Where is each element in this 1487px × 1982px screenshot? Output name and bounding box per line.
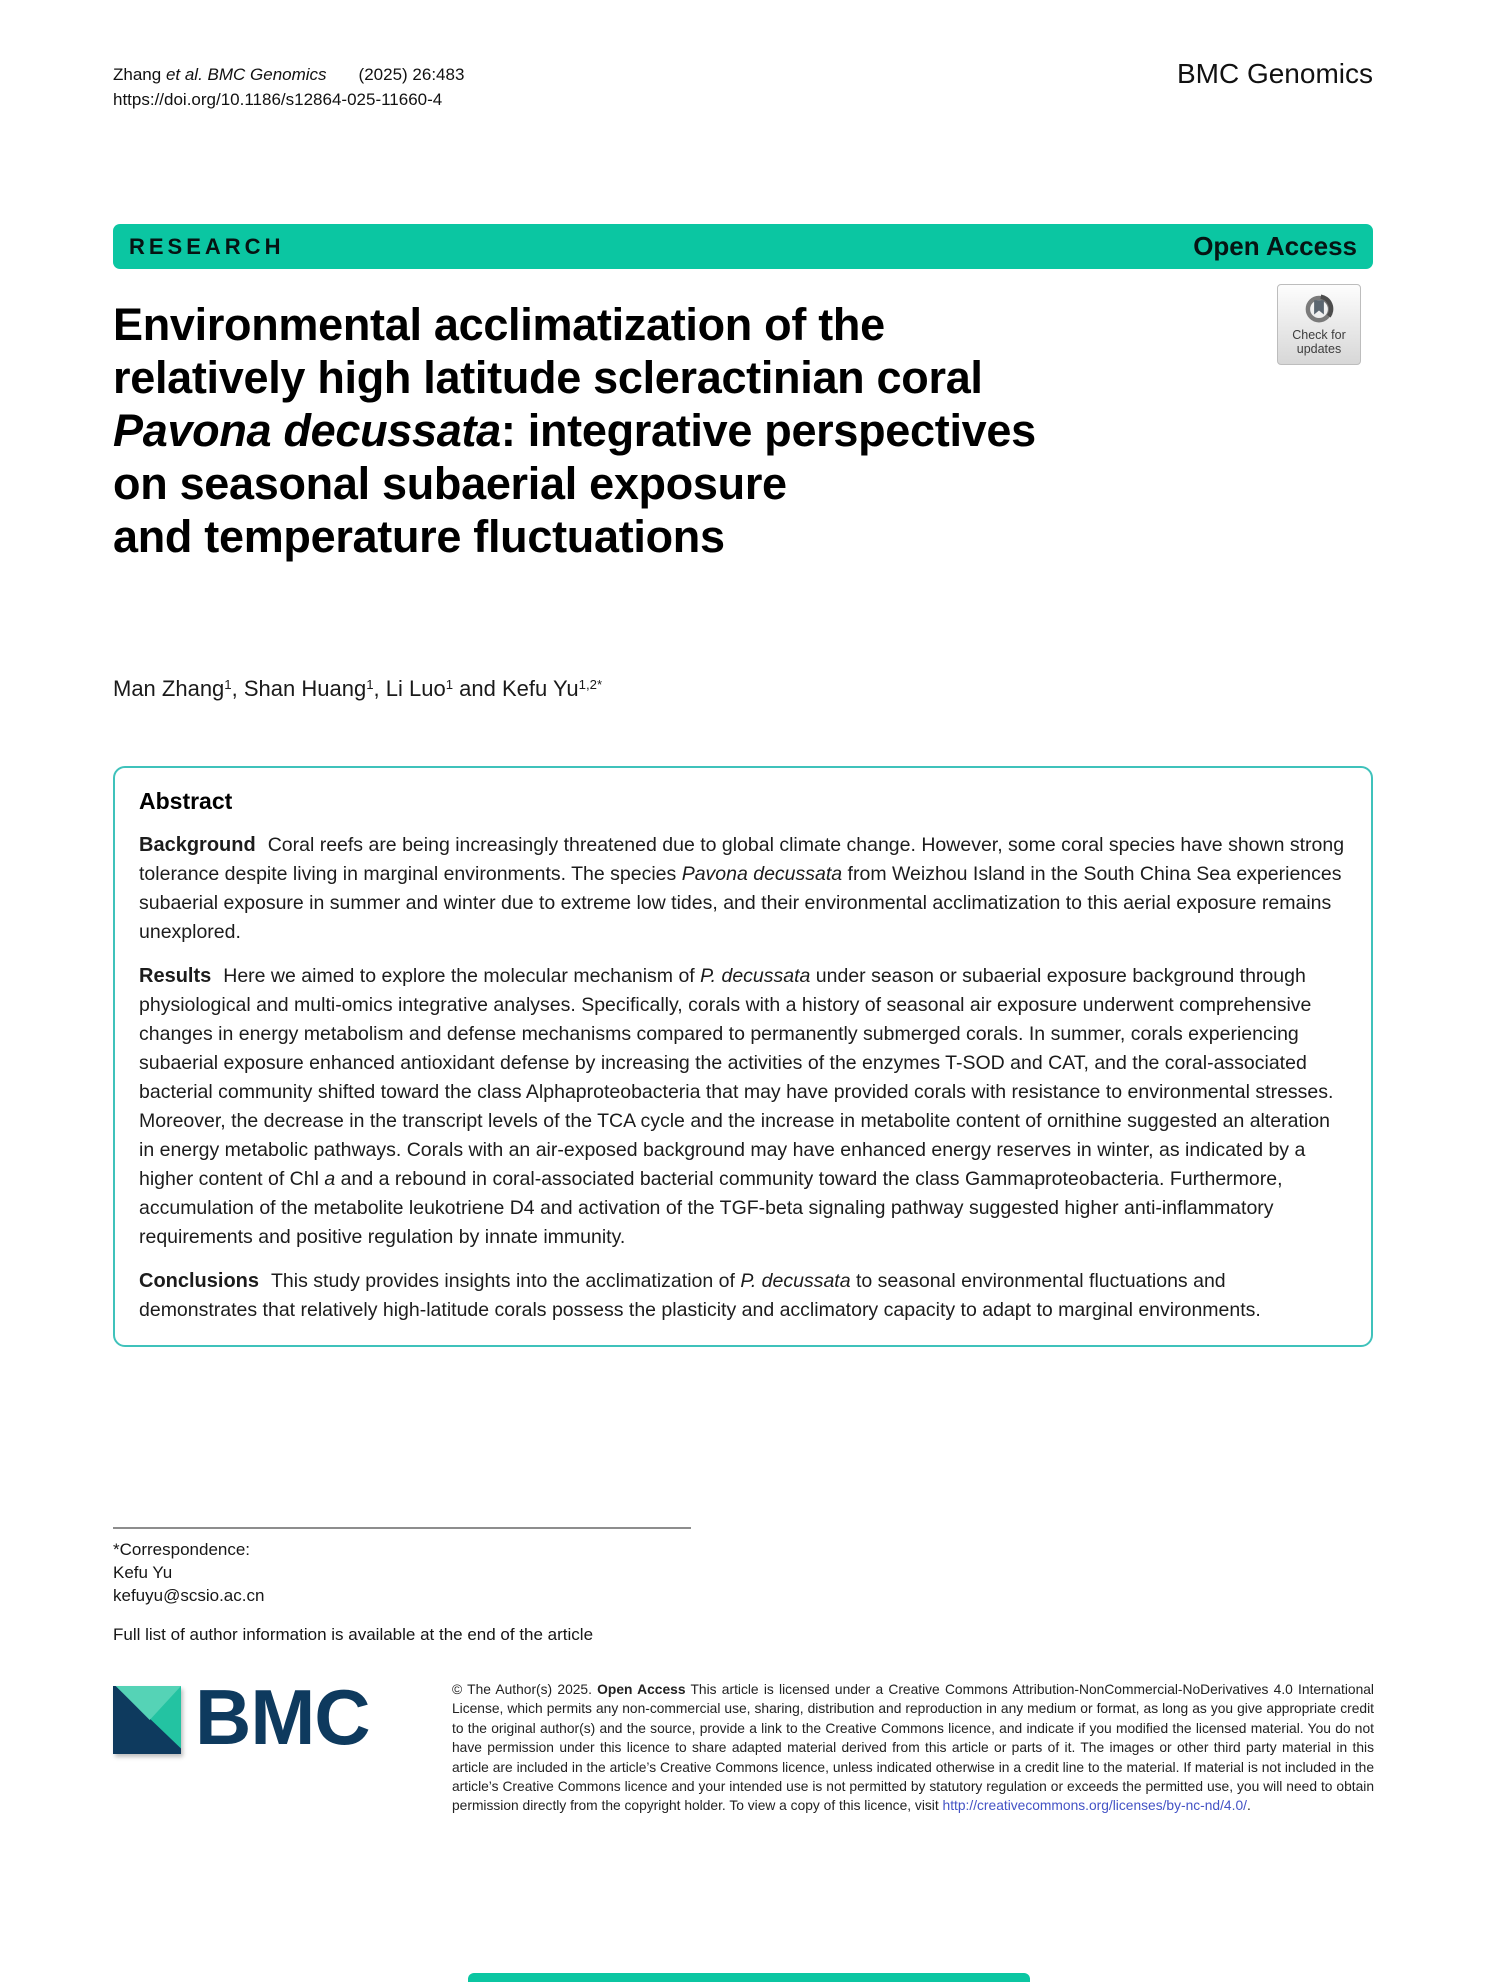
- bmc-logo-text: BMC: [195, 1673, 370, 1761]
- abstract-results: [139, 962, 1345, 1252]
- abstract-background: [139, 831, 1345, 947]
- results-text: Here we aimed to explore the molecular mechanism of P. decussata under season or subaerial exposure background through physiological and multi-omics integrative analyses. Specifically, corals with a history of seasonal air exposure underwent comprehensive changes in energy metabolism and defense mechanisms compared to permanently submerged corals. In summer, corals experiencing subaerial exposure enhanced antioxidant defense by increasing the activities of the enzymes T-SOD and CAT, and the coral-associated bacterial community shifted toward the class Alphaproteobacteria that may have provided corals with resistance to environmental stresses. Moreover, the decrease in the transcript levels of the TCA cycle and the increase in metabolite content of ornithine suggested an alteration in energy metabolic pathways. Corals with an air-exposed background may have enhanced energy reserves in winter, as indicated by a higher content of Chl a and a rebound in coral-associated bacterial community toward the class Gammaproteobacteria. Furthermore, accumulation of the metabolite leukotriene D4 and activation of the TGF-beta signaling pathway suggested higher anti-inflammatory requirements and positive regulation by innate immunity.: [139, 965, 1334, 1248]
- check-updates-icon: [1303, 294, 1335, 326]
- bottom-teal-bar: [468, 1973, 1030, 1982]
- correspondence-name: Kefu Yu: [113, 1563, 173, 1582]
- abstract-box: [113, 766, 1373, 1347]
- check-updates-text: Check for updates: [1292, 327, 1346, 356]
- correspondence-label: *Correspondence:: [113, 1540, 251, 1559]
- background-label: Background: [139, 834, 256, 856]
- article-type-label: RESEARCH: [129, 233, 285, 259]
- author-info-note: Full list of author information is available at the end of the article: [113, 1625, 594, 1644]
- conclusions-text: This study provides insights into the acclimatization of P. decussata to seasonal environmental fluctuations and demonstrates that relatively high-latitude corals possess the plasticity and acclimatory capacity to adapt to marginal environments.: [139, 1270, 1261, 1321]
- footnote-divider: [113, 1527, 691, 1529]
- abstract-conclusions: [139, 1267, 1345, 1325]
- article-title: Environmental acclimatization of the relatively high latitude scleractinian coral Pavona decussata: integrative perspectives on seasonal subaerial exposure and temperature fluctuations: [113, 299, 1036, 562]
- author-list: Man Zhang$^1$, Shan Huang$^1$, Li Luo$^1$ and Kefu $Yu^{1,2*}$: [113, 676, 603, 701]
- open-access-label: Open Access: [1193, 231, 1357, 261]
- bmc-logo-icon: [113, 1686, 181, 1754]
- conclusions-label: Conclusions: [139, 1270, 260, 1292]
- correspondence-email: kefuyu@scsio.ac.cn: [113, 1586, 265, 1605]
- article-type-banner: [113, 224, 1373, 269]
- check-for-updates-badge[interactable]: [1277, 284, 1361, 365]
- citation-line: Zhang et al. BMC Genomics (2025) 26:483: [113, 65, 465, 84]
- journal-name: BMC Genomics: [1176, 58, 1373, 89]
- header-citation-block: [113, 62, 464, 112]
- results-label: Results: [139, 965, 212, 987]
- background-text: Coral reefs are being increasingly threatened due to global climate change. However, some coral species have shown strong tolerance despite living in marginal environments. The species Pavona decussata from Weizhou Island in the South China Sea experiences subaerial exposure in summer and winter due to extreme low tides, and their environmental acclimatization to this aerial exposure remains unexplored.: [139, 834, 1345, 943]
- license-text: © The Author(s) 2025. Open Access This article is licensed under a Creative Commons Attribution-NonCommercial-NoDerivatives 4.0 International License, which permits any non-commercial use, sharing, distribution and reproduction in any medium or format, as long as you give appropriate credit to the original author(s) and the source, provide a link to the Creative Commons licence, and indicate if you modified the licensed material. You do not have permission under this licence to share adapted material derived from this article or parts of it. The images or other third party material in this article are included in the article’s Creative Commons licence, unless indicated otherwise in a credit line to the material. If material is not included in the article’s Creative Commons licence and your intended use is not permitted by statutory regulation or exceeds the permitted use, you will need to obtain permission directly from the copyright holder. To view a copy of this licence, visit http://creativecommons.org/licenses/by-nc-nd/4.0/.: [452, 1682, 1374, 1814]
- bmc-logo: [113, 1673, 370, 1761]
- doi-line: https://doi.org/10.1186/s12864-025-11660-4: [113, 90, 443, 109]
- correspondence-block: [113, 1538, 593, 1646]
- abstract-heading: Abstract: [139, 788, 233, 814]
